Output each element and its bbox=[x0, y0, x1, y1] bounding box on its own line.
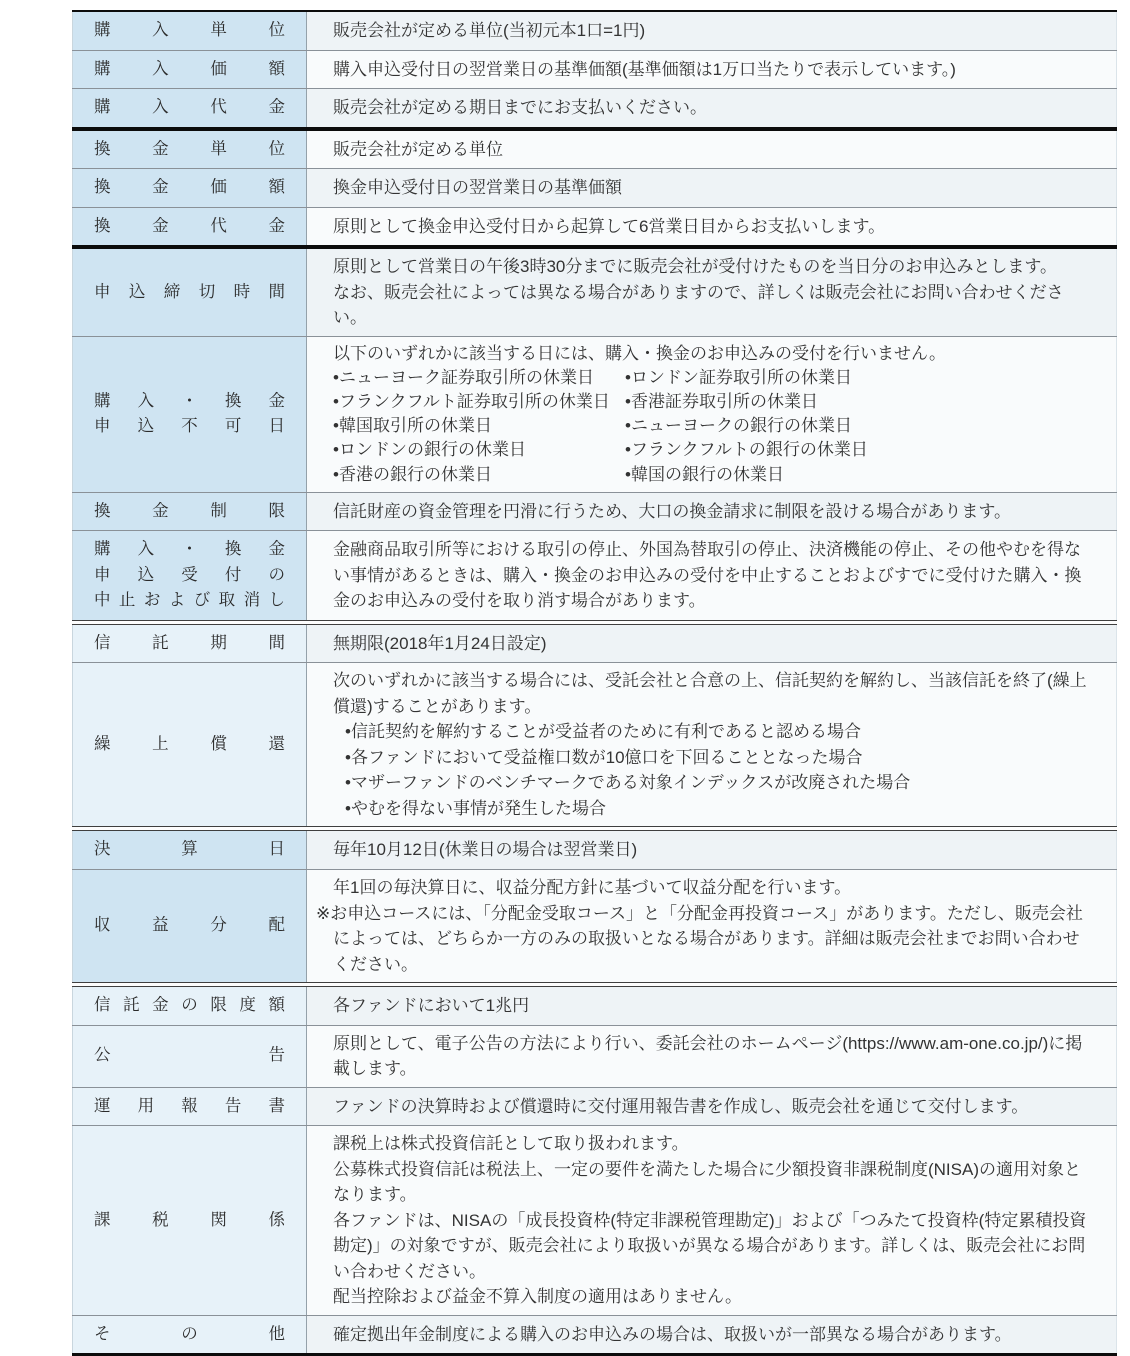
row-content bbox=[307, 169, 1116, 207]
holiday-item: •ロンドン証券取引所の休業日 bbox=[625, 368, 852, 387]
row-label-text: 換金価額 bbox=[94, 178, 285, 197]
row-label bbox=[73, 89, 307, 127]
row-purchase-price bbox=[72, 51, 1117, 89]
row-label bbox=[73, 169, 307, 207]
row-content bbox=[307, 208, 1116, 246]
condition-item: •信託契約を解約することが受益者のために有利であると認める場合 bbox=[345, 722, 861, 742]
row-content bbox=[307, 663, 1116, 826]
holiday-list bbox=[333, 366, 1092, 487]
holiday-item: •香港証券取引所の休業日 bbox=[625, 392, 818, 412]
row-label-text: 購入代金 bbox=[94, 98, 285, 117]
holiday-item: •韓国取引所の休業日 bbox=[333, 416, 492, 436]
content-text: 金融商品取引所等における取引の停止、外国為替取引の停止、決済機能の停止、その他やむを得ない事情があるときは、購入・換金のお申込みの受付を中止することおよびすでに受付けた購入・換金のお申込みの受付を取り消す場合があります。 bbox=[333, 540, 1082, 611]
row-content bbox=[307, 51, 1116, 89]
content-text: 各ファンドは、NISAの「成長投資枠(特定非課税管理勘定)」および「つみたて投資枠(特定累積投資勘定)」の対象ですが、販売会社により取扱いが異なる場合があります。詳しくは、販売会社にお問い合わせください。 bbox=[333, 1210, 1087, 1281]
row-label bbox=[73, 249, 307, 336]
row-settlement-date bbox=[72, 831, 1117, 869]
content-text: 購入申込受付日の翌営業日の基準価額(基準価額は1万口当たりで表示しています。) bbox=[333, 59, 956, 79]
row-redemption-unit bbox=[72, 131, 1117, 169]
row-label bbox=[73, 337, 307, 492]
row-application-suspension bbox=[72, 531, 1117, 620]
row-label bbox=[73, 1316, 307, 1354]
content-text: 原則として、電子公告の方法により行い、委託会社のホームページ(https://www.am-one.co.jp/)に掲載します。 bbox=[333, 1033, 1083, 1079]
content-intro: 以下のいずれかに該当する日には、購入・換金のお申込みの受付を行いません。 bbox=[333, 343, 947, 363]
holiday-column-right bbox=[625, 366, 1092, 487]
row-label-text: 申込受付の bbox=[94, 565, 285, 584]
row-label-text: 信託期間 bbox=[94, 633, 285, 652]
holiday-item: •フランクフルト証券取引所の休業日 bbox=[333, 392, 610, 412]
content-text: 信託財産の資金管理を円滑に行うため、大口の換金請求に制限を設ける場合があります。 bbox=[333, 501, 1011, 521]
content-text: 配当控除および益金不算入制度の適用はありません。 bbox=[333, 1287, 743, 1307]
row-content bbox=[307, 831, 1116, 869]
row-management-report bbox=[72, 1088, 1117, 1126]
row-label bbox=[73, 12, 307, 50]
row-early-redemption bbox=[72, 663, 1117, 826]
holiday-item: •ニューヨーク証券取引所の休業日 bbox=[333, 368, 594, 387]
condition-item: •マザーファンドのベンチマークである対象インデックスが改廃された場合 bbox=[345, 773, 911, 793]
row-label bbox=[73, 131, 307, 169]
holiday-item: •香港の銀行の休業日 bbox=[333, 464, 492, 484]
row-label bbox=[73, 1126, 307, 1315]
row-label-text: 収益分配 bbox=[94, 916, 285, 935]
row-content bbox=[307, 531, 1116, 620]
content-text: 各ファンドにおいて1兆円 bbox=[333, 996, 530, 1016]
row-label-text: 購入単位 bbox=[94, 21, 285, 39]
row-redemption-payment bbox=[72, 208, 1117, 246]
row-purchase-payment bbox=[72, 89, 1117, 127]
row-label-text: 購入・換金 bbox=[94, 391, 285, 410]
row-label bbox=[73, 493, 307, 531]
early-redemption-conditions bbox=[345, 719, 1092, 821]
row-content bbox=[307, 1316, 1116, 1354]
row-label-text: 購入価額 bbox=[94, 59, 285, 78]
row-label-text: 中止および取消し bbox=[94, 591, 285, 610]
row-label bbox=[73, 987, 307, 1025]
row-label-text: 公告 bbox=[94, 1046, 285, 1065]
fund-procedure-table bbox=[72, 10, 1117, 1356]
holiday-item: •韓国の銀行の休業日 bbox=[625, 464, 784, 484]
row-content bbox=[307, 249, 1116, 336]
row-label-text: 決算日 bbox=[94, 840, 285, 859]
row-content bbox=[307, 337, 1116, 492]
holiday-column-left bbox=[333, 366, 625, 487]
row-label bbox=[73, 831, 307, 869]
row-no-application-days bbox=[72, 337, 1117, 492]
row-label-text: 申込締切時間 bbox=[94, 282, 285, 301]
row-trust-amount-limit bbox=[72, 987, 1117, 1025]
row-redemption-price bbox=[72, 169, 1117, 207]
content-text: なお、販売会社によっては異なる場合がありますので、詳しくは販売会社にお問い合わせください。 bbox=[333, 282, 1064, 328]
row-taxation bbox=[72, 1126, 1117, 1315]
row-public-notice bbox=[72, 1026, 1117, 1087]
row-content bbox=[307, 870, 1116, 982]
content-intro: 次のいずれかに該当する場合には、受託会社と合意の上、信託契約を解約し、当該信託を終了(繰上償還)することがあります。 bbox=[333, 671, 1087, 716]
content-note: ※お申込コースには、「分配金受取コース」と「分配金再投資コース」があります。ただし、販売会社によっては、どちらか一方のみの取扱いとなる場合があります。詳細は販売会社までお問い合わせください。 bbox=[316, 903, 1083, 974]
condition-item: •やむを得ない事情が発生した場合 bbox=[345, 798, 606, 818]
row-label-text: 信託金の限度額 bbox=[94, 996, 285, 1014]
row-label-text: 繰上償還 bbox=[94, 735, 285, 754]
content-text: 年1回の毎決算日に、収益分配方針に基づいて収益分配を行います。 bbox=[333, 878, 852, 897]
content-text: 販売会社が定める期日までにお支払いください。 bbox=[333, 98, 707, 118]
content-text: 換金申込受付日の翌営業日の基準価額 bbox=[333, 178, 622, 198]
row-income-distribution bbox=[72, 870, 1117, 982]
row-content bbox=[307, 1026, 1116, 1087]
row-label-text: 課税関係 bbox=[94, 1210, 285, 1229]
row-label-text: その他 bbox=[94, 1324, 285, 1343]
row-label bbox=[73, 625, 307, 663]
row-content bbox=[307, 987, 1116, 1025]
row-content bbox=[307, 89, 1116, 127]
row-label bbox=[73, 51, 307, 89]
row-redemption-restriction bbox=[72, 493, 1117, 531]
content-text: 確定拠出年金制度による購入のお申込みの場合は、取扱いが一部異なる場合があります。 bbox=[333, 1324, 1012, 1344]
row-content bbox=[307, 493, 1116, 531]
content-text: ファンドの決算時および償還時に交付運用報告書を作成し、販売会社を通じて交付します。 bbox=[333, 1096, 1029, 1116]
row-label bbox=[73, 870, 307, 982]
row-content bbox=[307, 625, 1116, 663]
content-text: 販売会社が定める単位(当初元本1口=1円) bbox=[333, 21, 646, 41]
holiday-item: •ニューヨークの銀行の休業日 bbox=[625, 416, 852, 436]
row-label bbox=[73, 531, 307, 620]
content-text: 販売会社が定める単位 bbox=[333, 139, 503, 159]
row-label bbox=[73, 1026, 307, 1087]
row-content bbox=[307, 1126, 1116, 1315]
row-label bbox=[73, 1088, 307, 1126]
holiday-item: •ロンドンの銀行の休業日 bbox=[333, 440, 526, 460]
row-label-text: 申込不可日 bbox=[94, 417, 285, 436]
row-label bbox=[73, 208, 307, 246]
row-label-text: 換金代金 bbox=[94, 216, 285, 235]
content-text: 原則として営業日の午後3時30分までに販売会社が受付けたものを当日分のお申込みとします。 bbox=[333, 257, 1058, 277]
row-label-text: 換金制限 bbox=[94, 501, 285, 520]
row-purchase-unit bbox=[72, 12, 1117, 50]
row-label-text: 運用報告書 bbox=[94, 1096, 285, 1115]
content-text: 公募株式投資信託は税法上、一定の要件を満たした場合に少額投資非課税制度(NISA)の適用対象となります。 bbox=[333, 1159, 1081, 1205]
row-trust-period bbox=[72, 625, 1117, 663]
row-content bbox=[307, 12, 1116, 50]
holiday-item: •フランクフルトの銀行の休業日 bbox=[625, 440, 868, 460]
row-content bbox=[307, 1088, 1116, 1126]
row-label-text: 購入・換金 bbox=[94, 540, 285, 559]
row-label-text: 換金単位 bbox=[94, 139, 285, 158]
row-label bbox=[73, 663, 307, 826]
content-text: 毎年10月12日(休業日の場合は翌営業日) bbox=[333, 840, 638, 860]
condition-item: •各ファンドにおいて受益権口数が10億口を下回ることとなった場合 bbox=[345, 747, 863, 767]
row-application-deadline bbox=[72, 249, 1117, 336]
row-other bbox=[72, 1316, 1117, 1354]
content-text: 無期限(2018年1月24日設定) bbox=[333, 633, 547, 653]
content-text: 原則として換金申込受付日から起算して6営業日目からお支払いします。 bbox=[333, 216, 886, 236]
content-text: 課税上は株式投資信託として取り扱われます。 bbox=[333, 1134, 689, 1154]
row-content bbox=[307, 131, 1116, 169]
